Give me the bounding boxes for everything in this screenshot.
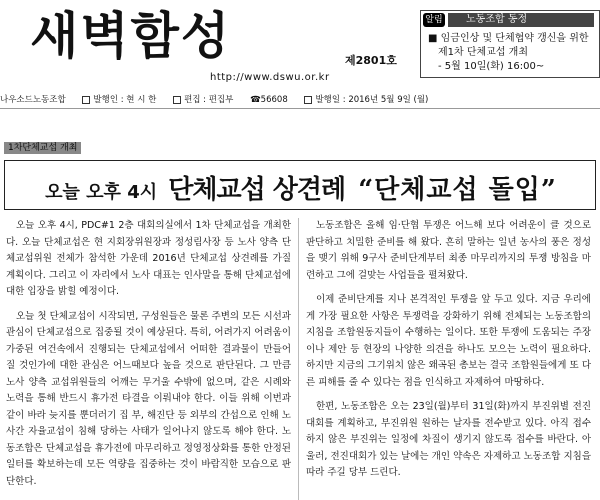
- headline-pre: 오늘 오후 4시: [45, 182, 158, 203]
- section-tag: 1차단체교섭 개최: [4, 142, 81, 154]
- article-right-column: [306, 218, 591, 490]
- square-icon: [82, 96, 90, 104]
- article-paragraph: 한편, 노동조합은 오는 23일(월)부터 31일(화)까지 부진위별 전진대회를 계획하고, 부진위원 원하는 날자를 전수받고 있다. 아직 접수하지 않은 부진위는 일정에 차질이 생기지 않도록 접수를 바란다. 아울러, 전진대회가 있는 날에는 개인 약속은 자제하고 노동조합 지침을 따라 주길 당부 드린다.: [306, 401, 591, 478]
- column-divider: [298, 218, 299, 500]
- issue-number: 제2801호: [345, 54, 397, 67]
- article-paragraph: 노동조합은 올해 임·단협 투쟁은 어느해 보다 어려운이 클 것으로 판단하고 치밀한 준비를 해 왔다. 흔히 말하는 일년 농사의 풍은 정성을 맺기 위해 9구사 준비단계부터 최종 마무리까지의 투쟁 방침을 마련하고 그에 걸맞는 사업들을 펼쳐왔다.: [306, 220, 591, 281]
- headline-box: [4, 160, 596, 210]
- headline: [5, 169, 597, 206]
- publisher: 발행인 : 현 시 한: [93, 95, 157, 105]
- headline-main: 단체교섭 상견례: [168, 175, 346, 205]
- news-box-line: ■ 임금인상 및 단체협약 갱신을 위한: [428, 33, 589, 44]
- news-box-header: 노동조합 동정: [448, 13, 594, 27]
- news-box-tag: 알림: [423, 13, 445, 27]
- newspaper-title: 새벽함성: [30, 7, 232, 65]
- website-url[interactable]: http://www.dswu.or.kr: [210, 72, 330, 83]
- masthead: [0, 0, 600, 88]
- square-icon: [173, 96, 181, 104]
- article-paragraph: 오늘 첫 단체교섭이 시작되면, 구성원들은 물론 주변의 모든 시선과 관심이 단체교섭으로 집중될 것이 예상된다. 특히, 어려가지 어려움이 가중된 여건속에서 진행되는 단체교섭에서 어떠한 결과물이 만들어 질 것인가에 대한 관심은 어느때보다 높을 것으로 판단된다. 그 만큼 노사 양측 교섭위원들의 어깨는 무거울 수밖에 없으며, 같은 시례와 노력을 통해 반드시 휴가전 타결을 이뤄내야 한다. 이들 위해 이번과 같이 바라 늦지를 뿐더러기 집 부, 해진단 등 외부의 간섭으로 인해 노사간 자율교섭이 침해 당하는 사태가 일어나지 않도록 해야 한다. 노동조합은 단체교섭을 휴가전에 마무리하고 정영정상화를 통한 안정된 일터를 확보하는데 모든 역량을 집중하는 것이 바람직한 모습으로 판단한다.: [6, 310, 291, 487]
- news-box-line: - 5월 10일(화) 16:00~: [438, 61, 545, 72]
- phone: ☎56608: [250, 95, 288, 105]
- editor: 편집 : 편집부: [184, 95, 234, 105]
- article-paragraph: 오늘 오후 4시, PDC#1 2층 대회의실에서 1차 단체교섭을 개최한다. 오늘 단체교섭은 현 지회장위원장과 정성림사장 등 노사 양측 단체교섭위원 전체가 참석한 가운데 2016년 단체교섭 상견례를 가질 계획이다. 그리고 이 자리에서 노사 대표는 인사말을 통해 단체교섭에 대한 입장을 밝힐 예정이다.: [6, 220, 291, 297]
- org-name: 나우소드노동조합: [0, 95, 66, 105]
- news-box-body: [428, 32, 596, 74]
- publish-date: 발행일 : 2016년 5월 9일 (월): [315, 95, 429, 105]
- meta-bar: [0, 92, 600, 109]
- square-icon: [304, 96, 312, 104]
- article-left-column: [6, 218, 291, 498]
- news-box-line: 제1차 단체교섭 개최: [438, 47, 528, 58]
- headline-quote: “단체교섭 돌입”: [358, 175, 557, 205]
- article-paragraph: 이제 준비단계를 지나 본격적인 투쟁을 앞 두고 있다. 지금 우리에게 가장 필요한 사항은 투쟁력을 강화하기 위해 전체되는 노동조합의 지침을 조합원동지들이 수행하는 일이다. 또한 투쟁에 도움되는 주장이나 제안 등 현장의 나양한 의견을 하나도 모으는 노력이 필요하다. 하지만 지금의 그기위치 않은 왜곡된 총보는 결국 조합원들에게 또 다른 피해를 줄 수 있다는 점을 인식하고 자제하여 마땅하다.: [306, 294, 591, 388]
